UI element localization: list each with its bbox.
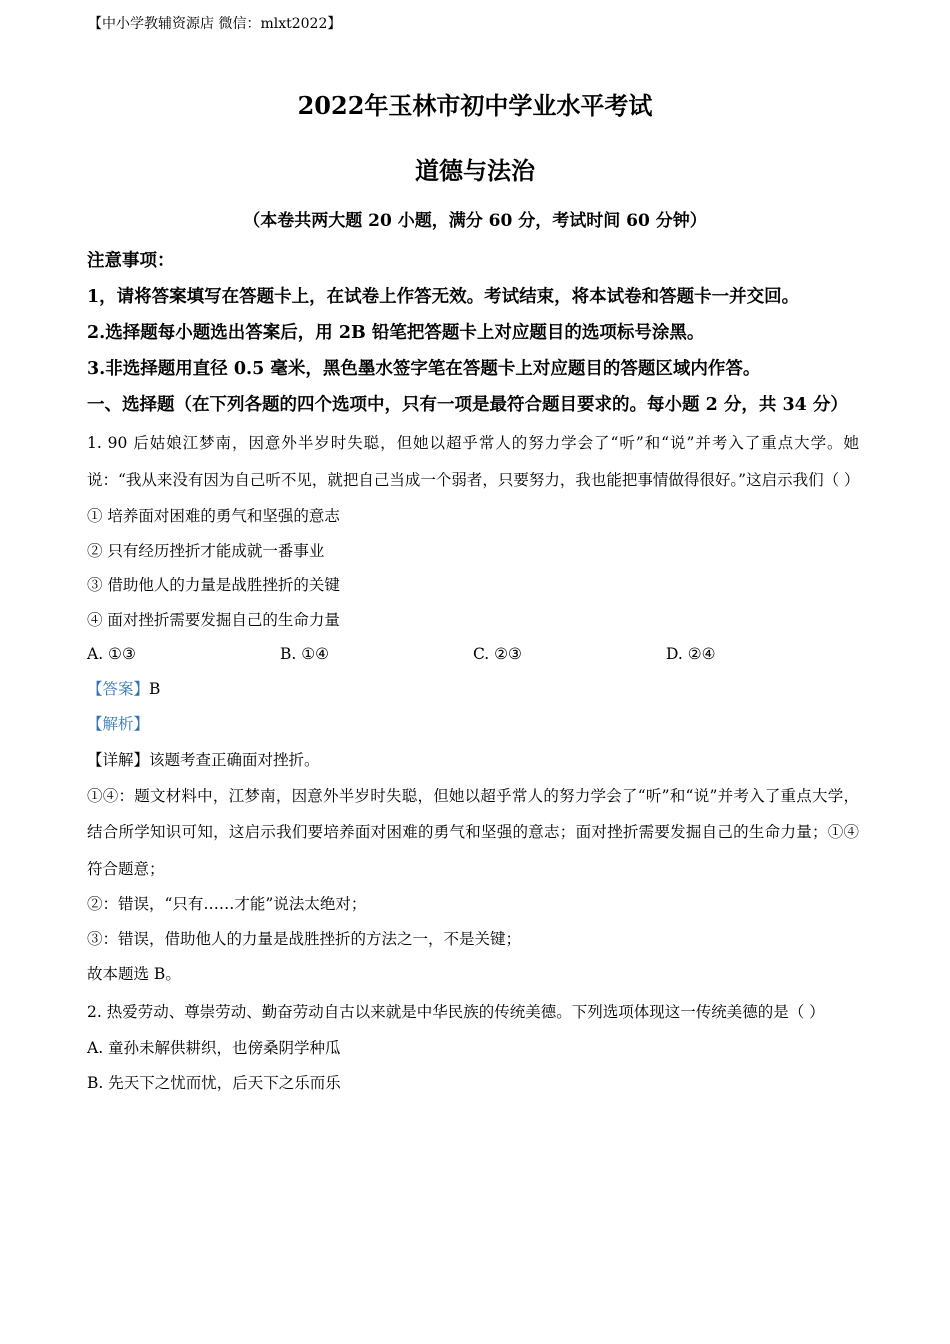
- exam-info: （本卷共两大题 20 小题，满分 60 分，考试时间 60 分钟）: [243, 211, 707, 231]
- notice-item: 2.选择题每小题选出答案后，用 2B 铅笔把答题卡上对应题目的选项标号涂黑。: [87, 323, 705, 343]
- statement-1: ① 培养面对困难的勇气和坚强的意志: [87, 507, 340, 525]
- exam-content: [87, 243, 859, 1101]
- question-1-choices: [87, 637, 859, 672]
- answer-line: [87, 672, 859, 708]
- answer-tag: 【答案】: [87, 679, 150, 698]
- q2-choice-b: B. 先天下之忧而忧，后天下之乐而乐: [87, 1074, 341, 1092]
- exam-title: 2022年玉林市初中学业水平考试: [297, 91, 653, 120]
- explanation-conclusion: 故本题选 B。: [87, 965, 181, 983]
- header-note: 【中小学教辅资源店 微信：mlxt2022】: [88, 16, 342, 32]
- analysis-tag: 【解析】: [87, 715, 150, 733]
- answer-value: B: [149, 679, 161, 698]
- question-2-stem: 2. 热爱劳动、尊崇劳动、勤奋劳动自古以来就是中华民族的传统美德。下列选项体现这一传统美德的是（ ）: [87, 1003, 825, 1021]
- subject-title: 道德与法治: [415, 156, 535, 185]
- q2-choice-a: A. 童孙未解供耕织，也傍桑阴学种瓜: [87, 1039, 341, 1057]
- statement-4: ④ 面对挫折需要发掘自己的生命力量: [87, 610, 340, 629]
- explanation-point-2: ②：错误，“只有……才能”说法太绝对；: [87, 895, 367, 913]
- choice-a: A. ①③: [87, 645, 136, 663]
- choice-d: D. ②④: [666, 645, 716, 663]
- choice-c: C. ②③: [473, 645, 522, 663]
- notice-item: 3.非选择题用直径 0.5 毫米，黑色墨水签字笔在答题卡上对应题目的答题区域内作答。: [87, 359, 761, 379]
- statement-3: ③ 借助他人的力量是战胜挫折的关键: [87, 576, 340, 594]
- statement-2: ② 只有经历挫折才能成就一番事业: [87, 541, 325, 560]
- question-1-stem: 1. 90 后姑娘江梦南，因意外半岁时失聪，但她以超乎常人的努力学会了“听”和“说”并考入了重点大学。她说：“我从来没有因为自己听不见，就把自己当成一个弱者，只要努力，我也能把事情做得很好。”这启示我们（ ）: [87, 434, 860, 489]
- notice-item: 1，请将答案填写在答题卡上，在试卷上作答无效。考试结束，将本试卷和答题卡一并交回。: [87, 287, 800, 307]
- analysis-line: [87, 707, 859, 743]
- explanation-paragraph: ①④：题文材料中，江梦南，因意外半岁时失聪，但她以超乎常人的努力学会了“听”和“说”并考入了重点大学，结合所学知识可知，这启示我们要培养面对困难的勇气和坚强的意志；面对挫折需要发掘自己的生命力量；①④符合题意；: [87, 786, 859, 878]
- explanation-point-3: ③：错误，借助他人的力量是战胜挫折的方法之一，不是关键；: [87, 930, 522, 948]
- notice-heading: 注意事项：: [87, 251, 175, 271]
- choice-b: B. ①④: [280, 645, 330, 663]
- detail-line: 【详解】该题考查正确面对挫折。: [87, 750, 320, 769]
- section-heading: 一、选择题（在下列各题的四个选项中，只有一项是最符合题目要求的。每小题 2 分，共 34 分）: [87, 395, 848, 415]
